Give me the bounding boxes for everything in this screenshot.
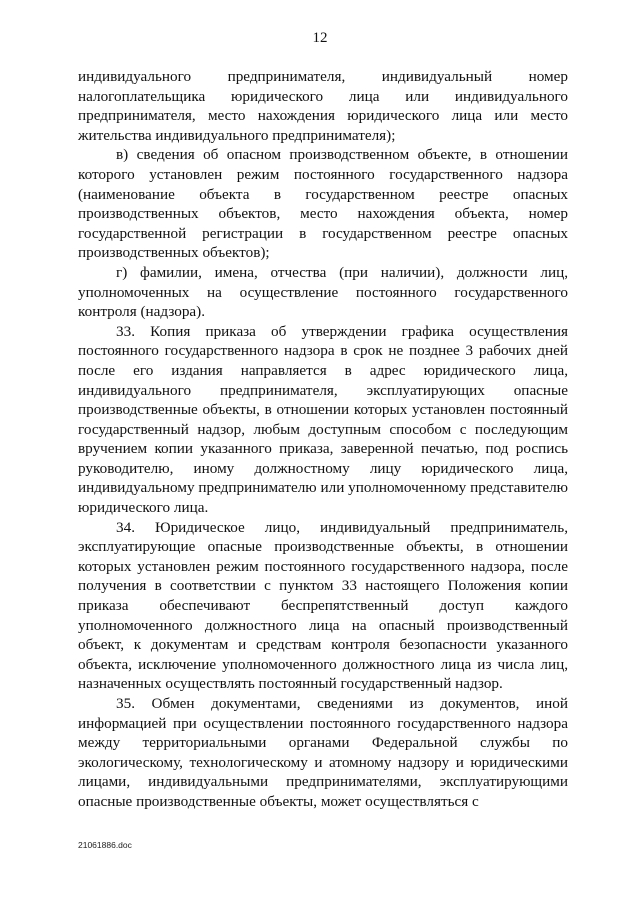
page-number: 12	[312, 30, 328, 46]
document-file-code: 21061886.doc	[78, 840, 132, 850]
document-body	[78, 67, 568, 812]
paragraph-34: 34. Юридическое лицо, индивидуальный предприниматель, эксплуатирующие опасные производственные объекты, в отношении которых установлен режим постоянного государственного надзора, после получения в соответствии с пунктом 33 настоящего Положения копии приказа обеспечивают беспрепятственный доступ каждого уполномоченного должностного лица на опасный производственный объект, к документам и средствам контроля безопасности указанного объекта, исключение уполномоченного должностного лица из числа лиц, назначенных осуществлять постоянный государственный надзор.	[78, 518, 568, 693]
paragraph-continuation: индивидуального предпринимателя, индивидуальный номер налогоплательщика юридического лица или индивидуального предпринимателя, место нахождения юридического лица или место жительства индивидуального предпринимателя);	[78, 68, 568, 144]
paragraph-35: 35. Обмен документами, сведениями из документов, иной информацией при осуществлении постоянного государственного надзора между территориальными органами Федеральной службы по экологическому, технологическому и атомному надзору и юридическими лицами, индивидуальными предпринимателями, эксплуатирующими опасные производственные объекты, может осуществляться с	[78, 695, 568, 810]
paragraph-item-g: г) фамилии, имена, отчества (при наличии), должности лиц, уполномоченных на осуществление постоянного государственного контроля (надзора).	[78, 263, 568, 321]
paragraph-item-v: в) сведения об опасном производственном объекте, в отношении которого установлен режим постоянного государственного надзора (наименование объекта в государственном реестре опасных производственных объектов, место нахождения объекта, номер государственной регистрации в государственном реестре опасных производственных объектов);	[78, 146, 568, 262]
paragraph-33: 33. Копия приказа об утверждении графика осуществления постоянного государственного надзора в срок не позднее 3 рабочих дней после его издания направляется в адрес юридического лица, индивидуального предпринимателя, эксплуатирующих опасные производственные объекты, в отношении которых установлен постоянный государственный надзор, любым доступным способом с последующим вручением копии указанного приказа, заверенной печатью, под роспись руководителю, иному должностному лицу юридического лица, индивидуальному предпринимателю или уполномоченному представителю юридического лица.	[78, 322, 568, 517]
